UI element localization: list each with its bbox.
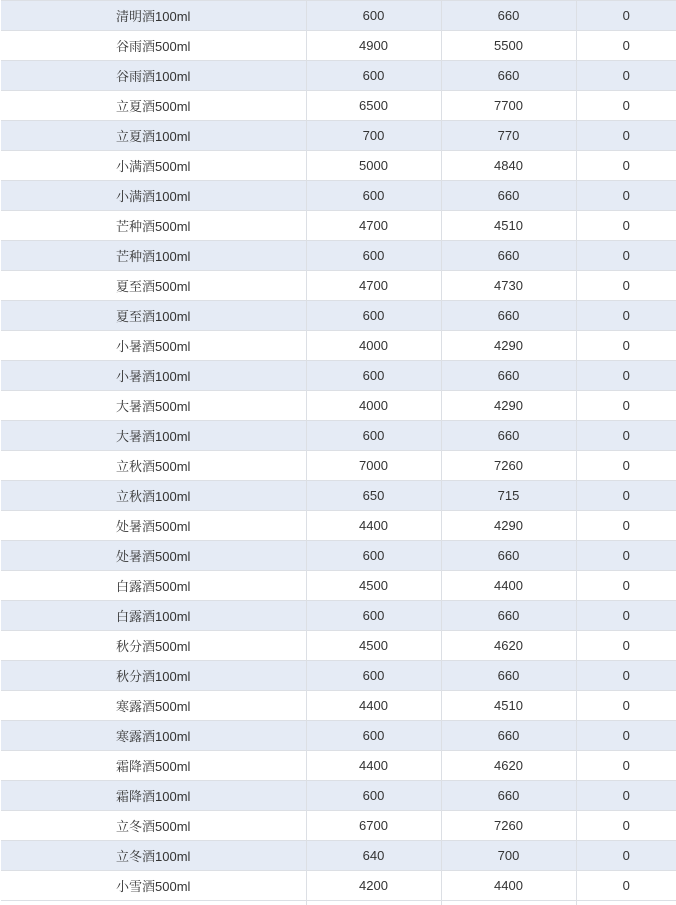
product-name-cell: 处暑酒500ml <box>1 541 306 571</box>
product-name-cell: 夏至酒100ml <box>1 301 306 331</box>
table-row <box>1 841 676 871</box>
value-cell-3: 0 <box>576 91 676 121</box>
value-cell-3: 0 <box>576 421 676 451</box>
value-cell-1: 600 <box>306 181 441 211</box>
value-cell-2: 4620 <box>441 751 576 781</box>
value-cell-2: 715 <box>441 481 576 511</box>
value-cell-3: 0 <box>576 451 676 481</box>
value-cell-3: 0 <box>576 1 676 31</box>
value-cell-2: 7260 <box>441 811 576 841</box>
value-cell-1: 4400 <box>306 511 441 541</box>
product-name-cell: 芒种酒500ml <box>1 211 306 241</box>
product-name-cell: 小满酒100ml <box>1 181 306 211</box>
value-cell-3: 0 <box>576 361 676 391</box>
value-cell-1: 600 <box>306 301 441 331</box>
value-cell-3: 0 <box>576 31 676 61</box>
value-cell-1: 4500 <box>306 571 441 601</box>
value-cell-2: 660 <box>441 781 576 811</box>
product-name-cell: 小满酒500ml <box>1 151 306 181</box>
value-cell-2: 660 <box>441 661 576 691</box>
table-row <box>1 181 676 211</box>
value-cell-2: 4620 <box>441 631 576 661</box>
product-name-cell: 谷雨酒500ml <box>1 31 306 61</box>
value-cell-1: 4500 <box>306 631 441 661</box>
product-name-cell: 大暑酒500ml <box>1 391 306 421</box>
value-cell-2: 660 <box>441 541 576 571</box>
table-row <box>1 91 676 121</box>
product-name-cell: 大暑酒100ml <box>1 421 306 451</box>
value-cell-2: 5500 <box>441 31 576 61</box>
value-cell-2: 660 <box>441 61 576 91</box>
value-cell-3: 0 <box>576 241 676 271</box>
value-cell-1: 4400 <box>306 691 441 721</box>
product-name-cell <box>1 901 306 905</box>
value-cell-2: 4290 <box>441 511 576 541</box>
table-row <box>1 601 676 631</box>
value-cell-2: 660 <box>441 1 576 31</box>
product-name-cell: 处暑酒500ml <box>1 511 306 541</box>
value-cell-3: 0 <box>576 751 676 781</box>
table-row <box>1 511 676 541</box>
table-row <box>1 211 676 241</box>
value-cell-2: 660 <box>441 241 576 271</box>
value-cell-1: 600 <box>306 541 441 571</box>
value-cell-2: 770 <box>441 121 576 151</box>
product-name-cell: 白露酒100ml <box>1 601 306 631</box>
table-row <box>1 61 676 91</box>
value-cell-2: 660 <box>441 301 576 331</box>
product-name-cell: 小暑酒500ml <box>1 331 306 361</box>
value-cell-1: 600 <box>306 241 441 271</box>
product-name-cell: 立冬酒100ml <box>1 841 306 871</box>
product-name-cell: 小暑酒100ml <box>1 361 306 391</box>
value-cell-1: 640 <box>306 841 441 871</box>
value-cell-3: 0 <box>576 631 676 661</box>
table-row <box>1 871 676 901</box>
value-cell-3: 0 <box>576 811 676 841</box>
value-cell-3: 0 <box>576 151 676 181</box>
value-cell-2: 4400 <box>441 571 576 601</box>
value-cell-3: 0 <box>576 511 676 541</box>
table-row <box>1 121 676 151</box>
product-name-cell: 霜降酒500ml <box>1 751 306 781</box>
value-cell-3: 0 <box>576 601 676 631</box>
value-cell-1: 4000 <box>306 391 441 421</box>
value-cell-3: 0 <box>576 211 676 241</box>
table-row <box>1 151 676 181</box>
value-cell-2: 660 <box>441 601 576 631</box>
value-cell-1: 600 <box>306 1 441 31</box>
value-cell-1: 4000 <box>306 331 441 361</box>
product-price-table <box>1 0 676 905</box>
value-cell-1: 700 <box>306 121 441 151</box>
table-row <box>1 811 676 841</box>
value-cell-2: 4840 <box>441 151 576 181</box>
value-cell-1: 600 <box>306 781 441 811</box>
table-row <box>1 481 676 511</box>
product-name-cell: 清明酒100ml <box>1 1 306 31</box>
table-row <box>1 361 676 391</box>
table-row <box>1 331 676 361</box>
value-cell-2: 660 <box>441 421 576 451</box>
value-cell-2 <box>441 901 576 905</box>
value-cell-1: 4700 <box>306 211 441 241</box>
table-row <box>1 301 676 331</box>
value-cell-3: 0 <box>576 181 676 211</box>
value-cell-2: 4510 <box>441 691 576 721</box>
value-cell-2: 700 <box>441 841 576 871</box>
table-row <box>1 31 676 61</box>
value-cell-3: 0 <box>576 541 676 571</box>
table-row <box>1 541 676 571</box>
product-name-cell: 立秋酒100ml <box>1 481 306 511</box>
table-row <box>1 1 676 31</box>
value-cell-3: 0 <box>576 301 676 331</box>
product-name-cell: 立秋酒500ml <box>1 451 306 481</box>
value-cell-1: 600 <box>306 61 441 91</box>
value-cell-1: 4900 <box>306 31 441 61</box>
value-cell-1: 4200 <box>306 871 441 901</box>
product-name-cell: 谷雨酒100ml <box>1 61 306 91</box>
table-row <box>1 721 676 751</box>
value-cell-3: 0 <box>576 61 676 91</box>
value-cell-3: 0 <box>576 571 676 601</box>
value-cell-1 <box>306 901 441 905</box>
table-row <box>1 241 676 271</box>
value-cell-1: 600 <box>306 361 441 391</box>
value-cell-1: 600 <box>306 721 441 751</box>
value-cell-2: 660 <box>441 721 576 751</box>
value-cell-2: 4400 <box>441 871 576 901</box>
value-cell-3: 0 <box>576 871 676 901</box>
value-cell-2: 660 <box>441 181 576 211</box>
value-cell-1: 6500 <box>306 91 441 121</box>
table-row <box>1 751 676 781</box>
table-row <box>1 631 676 661</box>
value-cell-3: 0 <box>576 691 676 721</box>
value-cell-3: 0 <box>576 661 676 691</box>
value-cell-2: 4730 <box>441 271 576 301</box>
value-cell-3: 0 <box>576 271 676 301</box>
value-cell-1: 600 <box>306 601 441 631</box>
product-name-cell: 寒露酒100ml <box>1 721 306 751</box>
table-row-partial <box>1 901 676 905</box>
product-table-body <box>1 1 676 905</box>
table-row <box>1 451 676 481</box>
value-cell-1: 7000 <box>306 451 441 481</box>
table-row <box>1 691 676 721</box>
value-cell-1: 5000 <box>306 151 441 181</box>
value-cell-1: 600 <box>306 661 441 691</box>
table-row <box>1 271 676 301</box>
value-cell-3 <box>576 901 676 905</box>
product-name-cell: 秋分酒100ml <box>1 661 306 691</box>
value-cell-2: 7700 <box>441 91 576 121</box>
value-cell-2: 4290 <box>441 391 576 421</box>
value-cell-2: 7260 <box>441 451 576 481</box>
table-row <box>1 661 676 691</box>
table-row <box>1 571 676 601</box>
value-cell-2: 4510 <box>441 211 576 241</box>
table-row <box>1 391 676 421</box>
value-cell-1: 6700 <box>306 811 441 841</box>
product-name-cell: 白露酒500ml <box>1 571 306 601</box>
value-cell-3: 0 <box>576 841 676 871</box>
value-cell-1: 600 <box>306 421 441 451</box>
product-name-cell: 立冬酒500ml <box>1 811 306 841</box>
product-name-cell: 霜降酒100ml <box>1 781 306 811</box>
value-cell-3: 0 <box>576 391 676 421</box>
product-name-cell: 夏至酒500ml <box>1 271 306 301</box>
value-cell-3: 0 <box>576 121 676 151</box>
product-name-cell: 立夏酒500ml <box>1 91 306 121</box>
value-cell-1: 4700 <box>306 271 441 301</box>
product-name-cell: 寒露酒500ml <box>1 691 306 721</box>
product-name-cell: 小雪酒500ml <box>1 871 306 901</box>
value-cell-2: 4290 <box>441 331 576 361</box>
product-name-cell: 秋分酒500ml <box>1 631 306 661</box>
product-name-cell: 芒种酒100ml <box>1 241 306 271</box>
value-cell-3: 0 <box>576 331 676 361</box>
value-cell-1: 4400 <box>306 751 441 781</box>
value-cell-1: 650 <box>306 481 441 511</box>
product-name-cell: 立夏酒100ml <box>1 121 306 151</box>
value-cell-3: 0 <box>576 481 676 511</box>
value-cell-3: 0 <box>576 781 676 811</box>
table-row <box>1 781 676 811</box>
table-row <box>1 421 676 451</box>
value-cell-2: 660 <box>441 361 576 391</box>
value-cell-3: 0 <box>576 721 676 751</box>
